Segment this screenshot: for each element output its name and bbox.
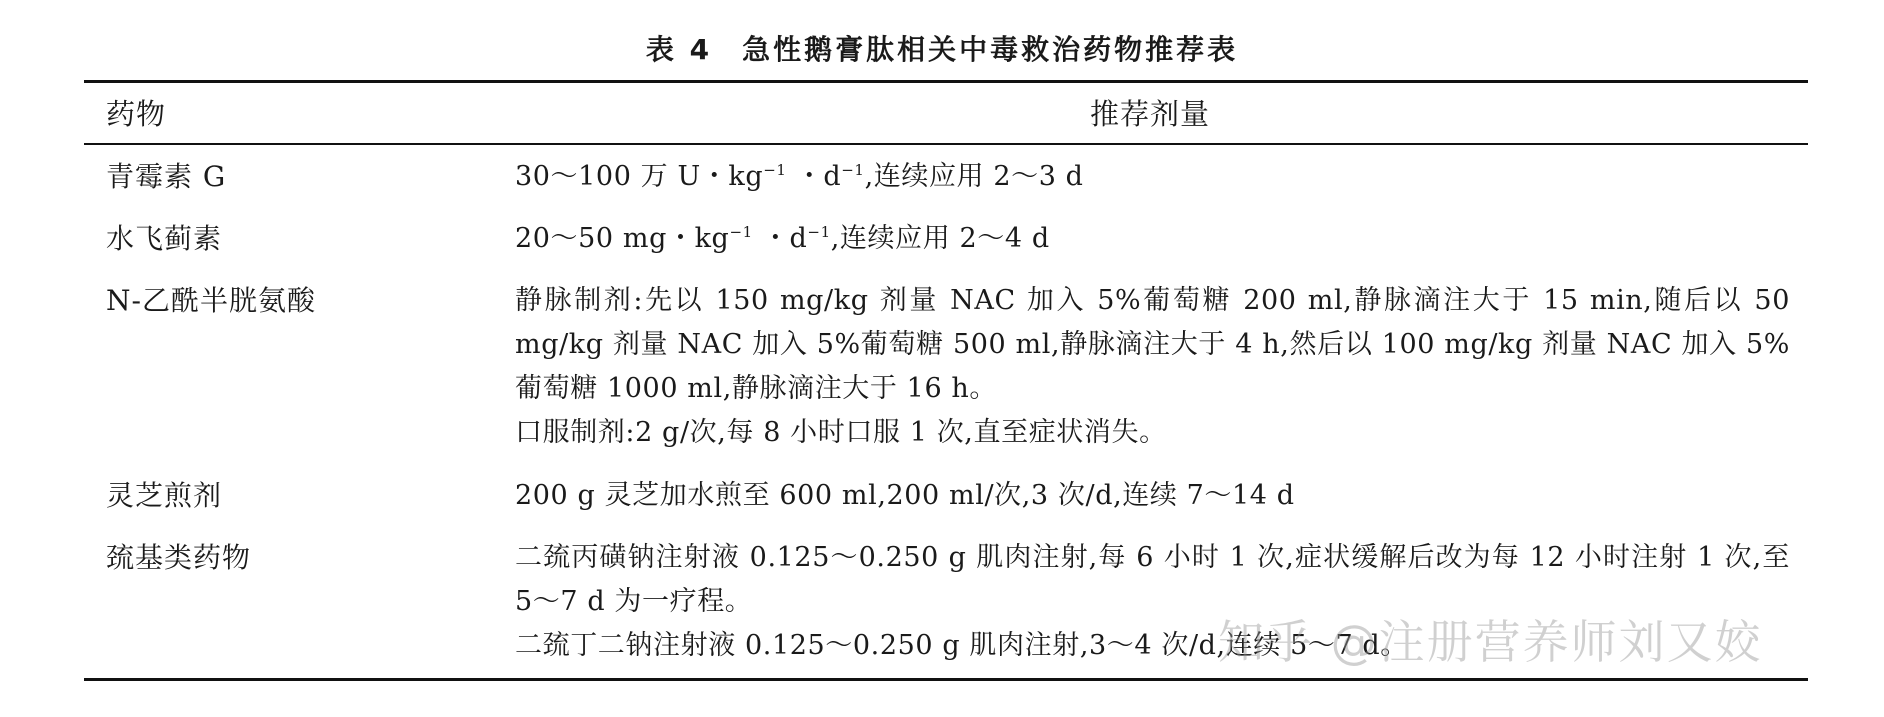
drug-name: 巯基类药物	[106, 541, 252, 574]
dose-paragraph: 静脉制剂:先以 150 mg/kg 剂量 NAC 加入 5%葡萄糖 200 ml,静脉滴注大于 15 min,随后以 50 mg/kg 剂量 NAC 加入 5%葡萄糖 500 ml,静脉滴注大于 4 h,然后以 100 mg/kg 剂量 NAC 加入 5%葡萄糖 1000 ml,静脉滴注大于 16 h。	[515, 285, 1790, 404]
dose-part: ,连续应用 2～4 d	[830, 223, 1050, 254]
watermark: 知乎 @注册营养师刘又姣	[1218, 615, 1763, 669]
dose-exponent: −1	[763, 161, 787, 179]
dose-exponent: −1	[729, 223, 753, 241]
dose-paragraph: 二巯丁二钠注射液 0.125～0.250 g 肌肉注射,3～4 次/d,连续 5～7 d。	[515, 630, 1408, 661]
drug-name: N-乙酰半胱氨酸	[106, 284, 316, 317]
dose-part: ,连续应用 2～3 d	[864, 161, 1084, 192]
dose-part: 30～100 万 U・kg	[515, 161, 764, 192]
table-header-rule	[84, 143, 1808, 145]
drug-name: 灵芝煎剂	[106, 479, 223, 512]
dose-part: ・d	[786, 161, 842, 192]
drug-name: 水飞蓟素	[106, 222, 223, 255]
table-top-rule	[84, 80, 1808, 83]
column-header-dose: 推荐剂量	[1090, 97, 1211, 131]
dose-text: 200 g 灵芝加水煎至 600 ml,200 ml/次,3 次/d,连续 7～14 d	[515, 480, 1295, 511]
column-header-drug: 药物	[106, 97, 167, 131]
dose-exponent: −1	[841, 161, 865, 179]
drug-name: 青霉素 G	[106, 160, 227, 193]
dose-paragraph: 二巯丙磺钠注射液 0.125～0.250 g 肌肉注射,每 6 小时 1 次,症状缓解后改为每 12 小时注射 1 次,至 5～7 d 为一疗程。	[515, 542, 1790, 617]
dose-part: ・d	[752, 223, 808, 254]
table-number: 表 4	[645, 33, 713, 66]
dose-text	[515, 279, 1790, 455]
table-caption	[0, 28, 1884, 68]
dose-exponent: −1	[807, 223, 831, 241]
dose-paragraph: 口服制剂:2 g/次,每 8 小时口服 1 次,直至症状消失。	[515, 417, 1167, 448]
dose-text	[515, 217, 1790, 261]
dose-text	[515, 155, 1790, 199]
table-title: 急性鹅膏肽相关中毒救治药物推荐表	[742, 33, 1239, 66]
table-bottom-rule	[84, 678, 1808, 681]
dose-part: 20～50 mg・kg	[515, 223, 730, 254]
